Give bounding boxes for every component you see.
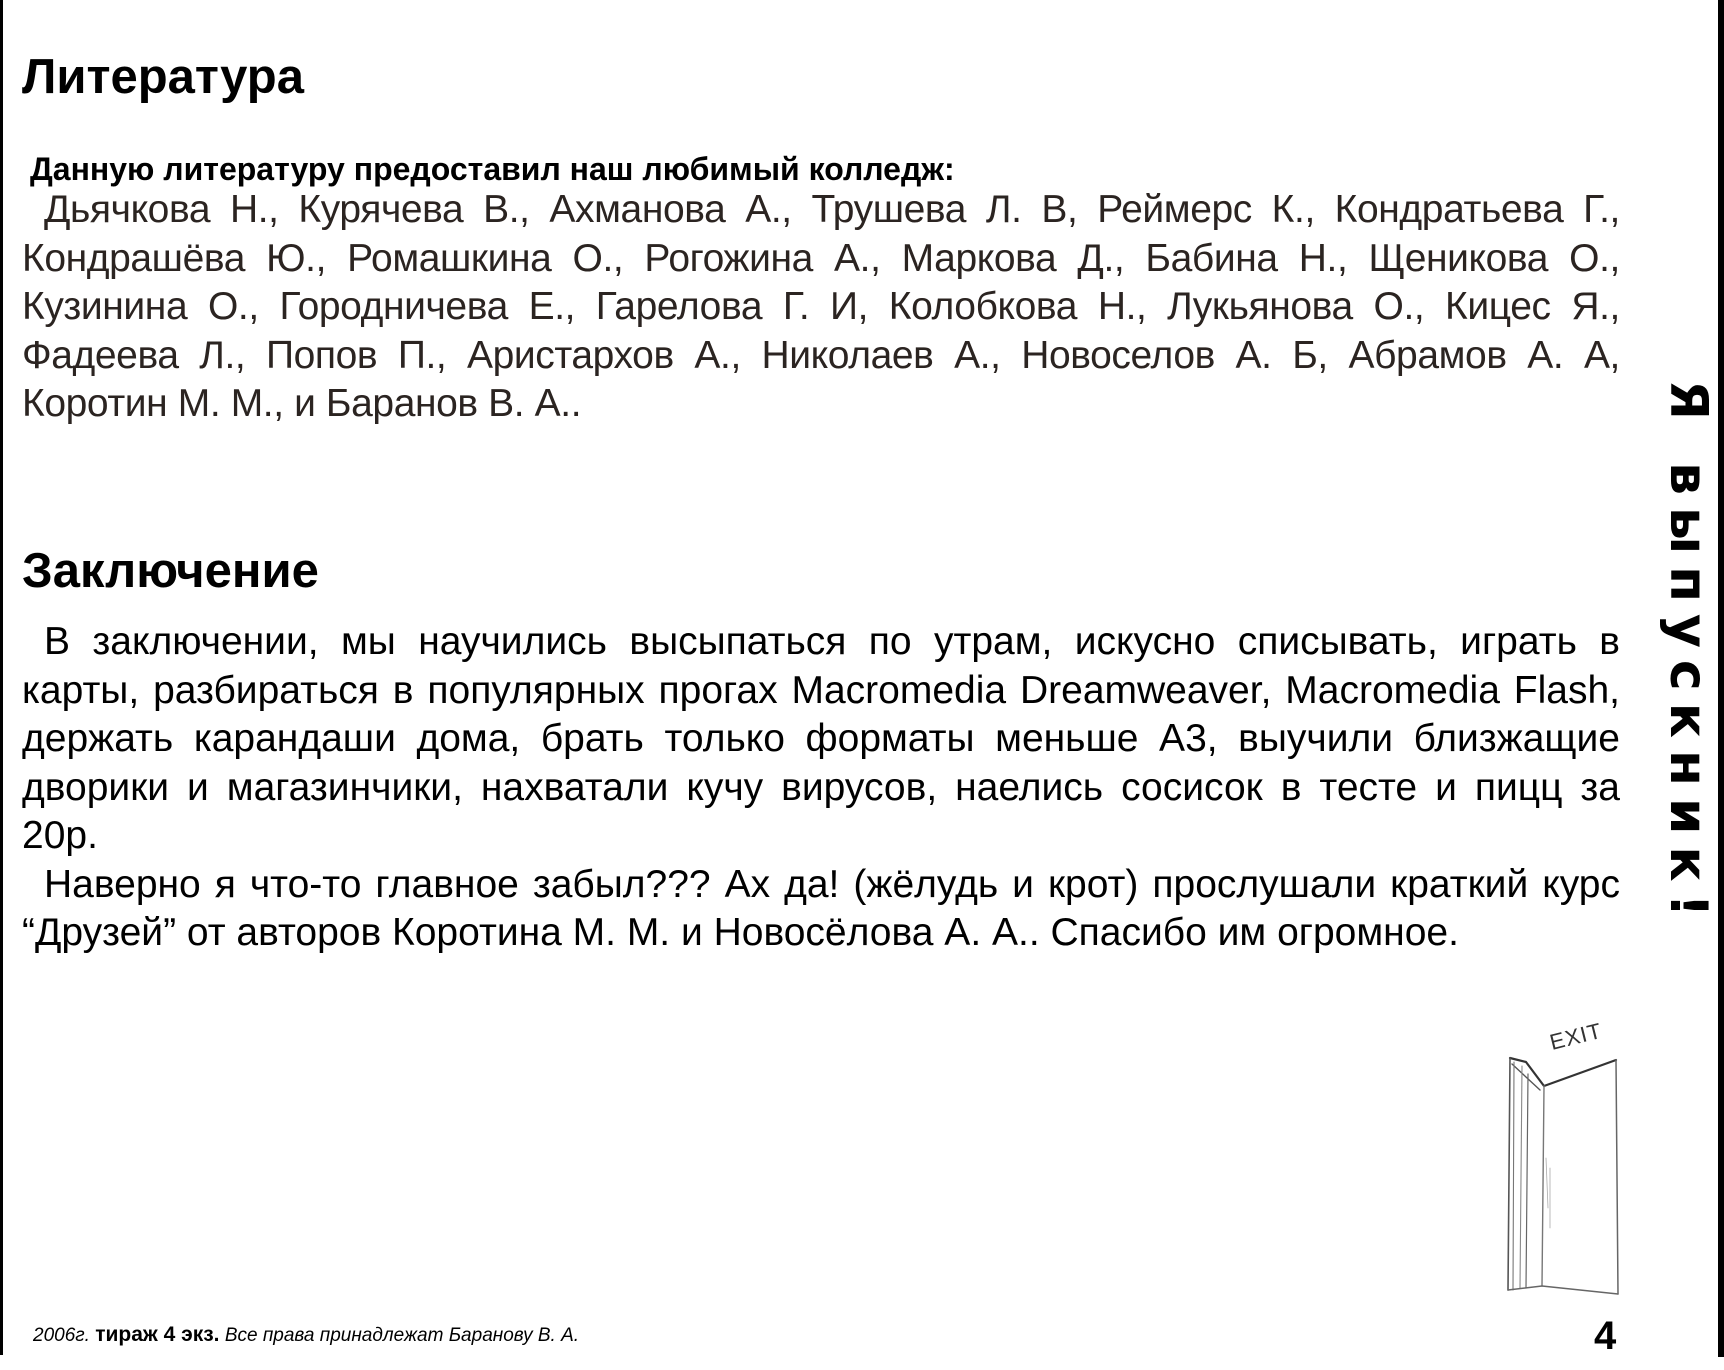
left-border [0, 0, 3, 1355]
exit-door-sketch-icon [1500, 1008, 1630, 1298]
footer-year: 2006г. [33, 1325, 90, 1346]
conclusion-paragraph: В заключении, мы научились высыпаться по утрам, искусно списывать, играть в карты, разбираться в популярных прогах Macromedia Dreamweaver, Macromedia Flash, держать карандаши дома, брать только форматы меньше А3, выучили близжащие дворики и магазинчики, нахватали кучу вирусов, наелись сосисок в тесте и пицц за 20р. [22, 620, 1620, 857]
vertical-slogan-text: Я выпускник! [1658, 380, 1718, 930]
right-border [1718, 0, 1724, 1357]
literature-subtitle: Данную литературу предоставил наш любимый колледж: [30, 151, 955, 187]
conclusion-heading: Заключение [22, 544, 319, 598]
exit-label: EXIT [1547, 1017, 1605, 1055]
footer-rights: Все права принадлежат Баранову В. А. [224, 1325, 580, 1346]
literature-heading: Литература [22, 50, 304, 104]
authors-list: Дьячкова Н., Курячева В., Ахманова А., Трушева Л. В, Реймерс К., Кондратьева Г., Кондрашёва Ю., Ромашкина О., Рогожина А., Маркова Д., Бабина Н., Щеникова О., Кузинина О., Городничева Е., Гарелова Г. И, Колобкова Н., Лукьянова О., Кицес Я., Фадеева Л., Попов П., Аристархов А., Николаев А., Новоселов А. Б, Абрамов А. А, Коротин М. М., и Баранов В. А.. [22, 188, 1620, 425]
conclusion-body [22, 618, 1620, 958]
page-number: 4 [1594, 1314, 1617, 1358]
vertical-slogan [1658, 380, 1718, 954]
footer-copyright [33, 1324, 579, 1347]
conclusion-paragraph: Наверно я что-то главное забыл??? Ах да! (жёлудь и крот) прослушали краткий курс “Друзей” от авторов Коротина М. М. и Новосёлова А. А.. Спасибо им огромное. [22, 862, 1620, 954]
footer-print-run: тираж 4 экз. [95, 1323, 220, 1346]
